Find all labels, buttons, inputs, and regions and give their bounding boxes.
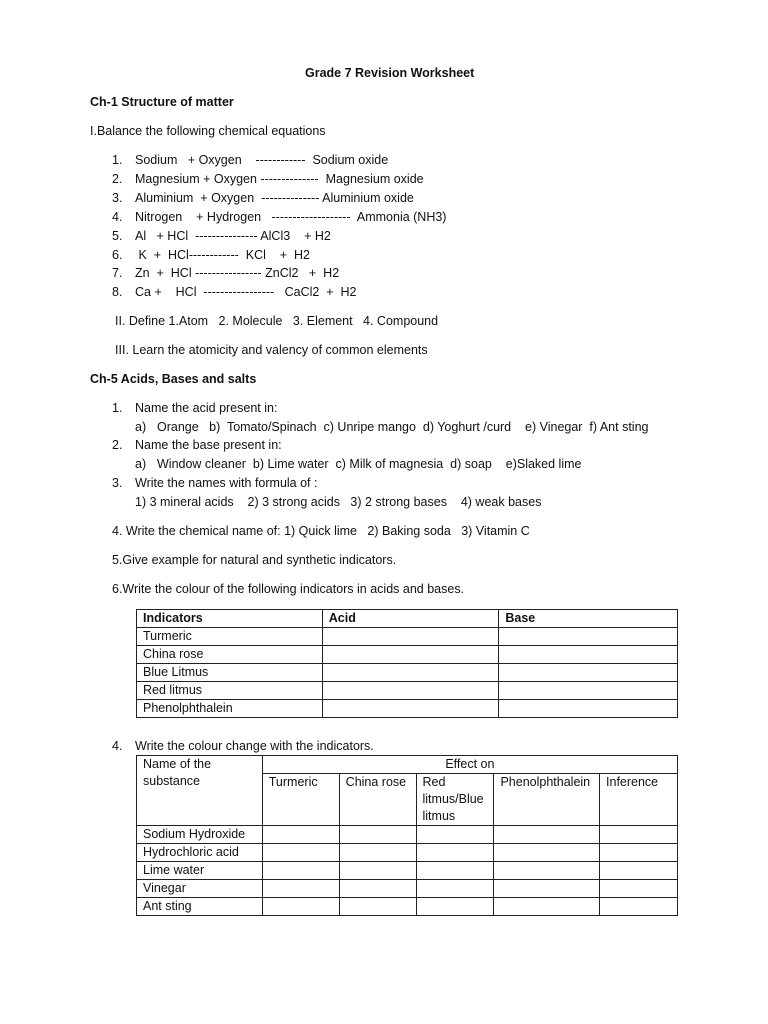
list-number: 2. xyxy=(112,438,123,452)
answer-cell xyxy=(322,628,499,646)
table-row xyxy=(137,898,678,916)
list-number: 4. xyxy=(112,739,123,753)
answer-cell xyxy=(262,880,339,898)
row-label: Lime water xyxy=(137,862,263,880)
answer-cell xyxy=(339,898,416,916)
column-header: Indicators xyxy=(137,610,323,628)
answer-cell xyxy=(499,646,678,664)
ch1-q2: II. Define 1.Atom 2. Molecule 3. Element 4. Compound xyxy=(115,314,439,328)
list-number: 4. xyxy=(112,210,123,224)
equation-item: Aluminium + Oxygen -------------- Aluminium oxide xyxy=(135,191,414,205)
column-header: Red litmus/Blue litmus xyxy=(416,774,494,826)
row-label: Blue Litmus xyxy=(137,664,323,682)
ch5-q4: 4. Write the chemical name of: 1) Quick lime 2) Baking soda 3) Vitamin C xyxy=(112,524,530,538)
answer-cell xyxy=(600,862,678,880)
answer-cell xyxy=(416,898,494,916)
answer-cell xyxy=(322,646,499,664)
equation-item: Zn + HCl ---------------- ZnCl2 + H2 xyxy=(135,266,340,280)
answer-cell xyxy=(499,664,678,682)
ch5-q1: Name the acid present in: xyxy=(135,401,278,415)
row-label: Sodium Hydroxide xyxy=(137,826,263,844)
table-row xyxy=(137,664,678,682)
answer-cell xyxy=(339,844,416,862)
substance-header: Name of the substance xyxy=(137,756,263,826)
answer-cell xyxy=(262,898,339,916)
ch5-q6: 6.Write the colour of the following indicators in acids and bases. xyxy=(112,582,465,596)
list-number: 3. xyxy=(112,191,123,205)
answer-cell xyxy=(499,682,678,700)
ch1-q1-prompt: I.Balance the following chemical equations xyxy=(90,124,326,138)
answer-cell xyxy=(499,700,678,718)
answer-cell xyxy=(416,844,494,862)
equation-item: Nitrogen + Hydrogen ------------------- Ammonia (NH3) xyxy=(135,210,447,224)
row-label: Turmeric xyxy=(137,628,323,646)
column-header: Acid xyxy=(322,610,499,628)
list-number: 3. xyxy=(112,476,123,490)
answer-cell xyxy=(339,862,416,880)
answer-cell xyxy=(416,826,494,844)
answer-cell xyxy=(600,826,678,844)
list-number: 1. xyxy=(112,153,123,167)
ch5-q5: 5.Give example for natural and synthetic indicators. xyxy=(112,553,397,567)
answer-cell xyxy=(262,862,339,880)
list-number: 5. xyxy=(112,229,123,243)
column-header: Phenolphthalein xyxy=(494,774,600,826)
row-label: Red litmus xyxy=(137,682,323,700)
table-header-row xyxy=(137,610,678,628)
table-row xyxy=(137,646,678,664)
column-header: Inference xyxy=(600,774,678,826)
column-header: Base xyxy=(499,610,678,628)
equation-item: K + HCl------------ KCl + H2 xyxy=(135,248,310,262)
ch5-q7: Write the colour change with the indicators. xyxy=(135,739,374,753)
list-number: 8. xyxy=(112,285,123,299)
list-number: 1. xyxy=(112,401,123,415)
table-row xyxy=(137,826,678,844)
table-row xyxy=(137,682,678,700)
table-row xyxy=(137,844,678,862)
ch5-q2-options: Window cleaner b) Lime water c) Milk of magnesia d) soap e)Slaked lime xyxy=(157,457,582,471)
ch1-q3: III. Learn the atomicity and valency of common elements xyxy=(115,343,428,357)
table-row xyxy=(137,880,678,898)
page-title: Grade 7 Revision Worksheet xyxy=(305,66,475,80)
row-label: Ant sting xyxy=(137,898,263,916)
ch5-q3-options: 1) 3 mineral acids 2) 3 strong acids 3) 2 strong bases 4) weak bases xyxy=(135,495,542,509)
ch1-heading: Ch-1 Structure of matter xyxy=(90,95,234,109)
table-header-row xyxy=(137,756,678,774)
ch5-q1-options: Orange b) Tomato/Spinach c) Unripe mango d) Yoghurt /curd e) Vinegar f) Ant sting xyxy=(157,420,649,434)
answer-cell xyxy=(494,880,600,898)
equation-item: Magnesium + Oxygen -------------- Magnesium oxide xyxy=(135,172,424,186)
list-number: 2. xyxy=(112,172,123,186)
ch5-q3: Write the names with formula of : xyxy=(135,476,318,490)
answer-cell xyxy=(600,844,678,862)
answer-cell xyxy=(262,826,339,844)
table-row xyxy=(137,628,678,646)
table-row xyxy=(137,700,678,718)
row-label: China rose xyxy=(137,646,323,664)
answer-cell xyxy=(600,898,678,916)
list-number: 7. xyxy=(112,266,123,280)
answer-cell xyxy=(499,628,678,646)
answer-cell xyxy=(322,682,499,700)
sub-label: a) xyxy=(135,420,147,434)
equation-item: Sodium + Oxygen ------------ Sodium oxide xyxy=(135,153,389,167)
row-label: Phenolphthalein xyxy=(137,700,323,718)
answer-cell xyxy=(322,700,499,718)
answer-cell xyxy=(494,898,600,916)
list-number: 6. xyxy=(112,248,123,262)
effect-header: Effect on xyxy=(262,756,677,774)
row-label: Hydrochloric acid xyxy=(137,844,263,862)
sub-label: a) xyxy=(135,457,147,471)
answer-cell xyxy=(339,826,416,844)
ch5-heading: Ch-5 Acids, Bases and salts xyxy=(90,372,257,386)
answer-cell xyxy=(262,844,339,862)
column-header: Turmeric xyxy=(262,774,339,826)
answer-cell xyxy=(494,862,600,880)
column-header: China rose xyxy=(339,774,416,826)
row-label: Vinegar xyxy=(137,880,263,898)
table-row xyxy=(137,862,678,880)
answer-cell xyxy=(416,862,494,880)
answer-cell xyxy=(494,826,600,844)
answer-cell xyxy=(494,844,600,862)
ch5-q2: Name the base present in: xyxy=(135,438,282,452)
equation-item: Al + HCl --------------- AlCl3 + H2 xyxy=(135,229,331,243)
equation-item: Ca + HCl ----------------- CaCl2 + H2 xyxy=(135,285,357,299)
indicator-table xyxy=(136,609,678,718)
answer-cell xyxy=(416,880,494,898)
answer-cell xyxy=(322,664,499,682)
answer-cell xyxy=(339,880,416,898)
colour-change-table xyxy=(136,755,678,916)
answer-cell xyxy=(600,880,678,898)
